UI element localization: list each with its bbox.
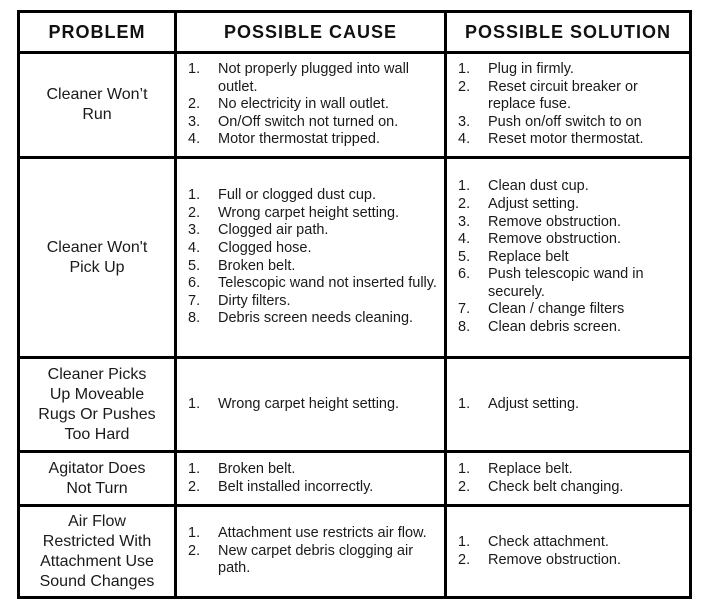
item-number: 4. — [188, 131, 201, 148]
item-number: 4. — [458, 131, 471, 148]
item-text: Adjust setting. — [488, 395, 580, 412]
item-number: 1. — [188, 61, 201, 78]
cause-cell — [176, 358, 446, 452]
solution-list-item — [458, 301, 683, 319]
item-text: New carpet debris clogging air path. — [218, 542, 414, 577]
cause-list-item — [188, 525, 438, 543]
troubleshooting-table — [17, 10, 689, 595]
solution-list-item — [458, 178, 683, 196]
cause-cell — [176, 506, 446, 598]
solution-cell — [446, 53, 691, 158]
item-number: 5. — [458, 248, 471, 265]
item-number: 1. — [458, 533, 471, 550]
cause-list-item — [188, 258, 438, 276]
item-number: 1. — [188, 525, 201, 542]
item-text: Broken belt. — [218, 257, 296, 274]
item-number: 3. — [188, 113, 201, 130]
item-text: Debris screen needs cleaning. — [218, 310, 414, 327]
cause-list-item — [188, 275, 438, 293]
problem-text: Cleaner Won't — [46, 238, 148, 256]
item-number: 2. — [188, 478, 201, 495]
item-text: Clogged air path. — [218, 222, 329, 239]
solution-list-item — [458, 534, 683, 552]
cause-list-item — [188, 461, 438, 479]
solution-list-item — [458, 396, 683, 414]
solution-list-item — [458, 114, 683, 132]
problem-cell — [19, 506, 176, 598]
solution-list-item — [458, 249, 683, 267]
cause-cell — [176, 452, 446, 506]
item-number: 1. — [188, 187, 201, 204]
cause-list-item — [188, 205, 438, 223]
header-possible-solution: POSSIBLE SOLUTION — [446, 12, 691, 53]
problem-cell — [19, 158, 176, 358]
cause-list-item — [188, 61, 438, 96]
item-number: 5. — [188, 257, 201, 274]
item-text: Check belt changing. — [488, 478, 624, 495]
cause-list-item — [188, 114, 438, 132]
item-number: 2. — [188, 542, 201, 559]
cause-list-item — [188, 479, 438, 497]
item-number: 6. — [458, 266, 471, 283]
item-text: Full or clogged dust cup. — [218, 187, 376, 204]
cause-list-item — [188, 310, 438, 328]
table-row — [19, 358, 691, 452]
item-number: 1. — [458, 460, 471, 477]
item-text: Motor thermostat tripped. — [218, 131, 380, 148]
item-text: Replace belt. — [488, 460, 573, 477]
solution-list-item — [458, 79, 683, 114]
solution-list-item — [458, 231, 683, 249]
header-row — [19, 12, 691, 53]
item-text: Remove obstruction. — [488, 551, 621, 568]
item-text: Remove obstruction. — [488, 231, 621, 248]
item-number: 2. — [188, 96, 201, 113]
cause-list-item — [188, 543, 438, 578]
cause-cell — [176, 158, 446, 358]
cause-list-item — [188, 293, 438, 311]
item-text: Reset motor thermostat. — [488, 131, 644, 148]
cause-list-item — [188, 222, 438, 240]
item-text: Reset circuit breaker or replace fuse. — [488, 78, 638, 113]
item-number: 4. — [458, 231, 471, 248]
solution-cell — [446, 506, 691, 598]
item-text: Wrong carpet height setting. — [218, 204, 400, 221]
item-number: 1. — [458, 61, 471, 78]
solution-list-item — [458, 196, 683, 214]
solution-list-item — [458, 61, 683, 79]
item-text: Clean dust cup. — [488, 178, 589, 195]
item-text: Replace belt — [488, 248, 569, 265]
problem-text: Run — [82, 106, 112, 123]
item-number: 2. — [458, 478, 471, 495]
solution-cell — [446, 358, 691, 452]
problem-text: Air Flow — [68, 512, 126, 530]
item-number: 1. — [188, 395, 201, 412]
problem-text: Cleaner Picks — [47, 365, 147, 383]
item-number: 1. — [458, 395, 471, 412]
item-text: Plug in firmly. — [488, 61, 574, 78]
problem-text: Attachment Use — [40, 552, 154, 570]
item-text: Check attachment. — [488, 533, 609, 550]
item-number: 3. — [458, 213, 471, 230]
item-text: Wrong carpet height setting. — [218, 395, 400, 412]
item-text: Push telescopic wand in securely. — [488, 266, 644, 300]
item-text: Belt installed incorrectly. — [218, 478, 374, 495]
item-text: Attachment use restricts air flow. — [218, 525, 427, 542]
problem-text: Not Turn — [66, 479, 128, 497]
item-text: Clean / change filters — [488, 301, 625, 318]
solution-list-item — [458, 552, 683, 570]
item-text: Clogged hose. — [218, 239, 312, 256]
item-number: 8. — [458, 319, 471, 336]
problem-text: Pick Up — [69, 258, 125, 276]
problem-text: Rugs Or Pushes — [38, 405, 156, 423]
solution-cell — [446, 452, 691, 506]
item-number: 2. — [458, 551, 471, 568]
table-row — [19, 506, 691, 598]
item-text: Remove obstruction. — [488, 213, 621, 230]
item-text: On/Off switch not turned on. — [218, 113, 399, 130]
cause-list-item — [188, 396, 438, 414]
header-possible-cause: POSSIBLE CAUSE — [176, 12, 446, 53]
cause-cell — [176, 53, 446, 158]
item-number: 6. — [188, 275, 201, 292]
solution-list-item — [458, 479, 683, 497]
solution-list-item — [458, 131, 683, 149]
item-text: Push on/off switch to on — [488, 113, 642, 130]
cause-list-item — [188, 187, 438, 205]
solution-list-item — [458, 266, 683, 301]
solution-cell — [446, 158, 691, 358]
problem-text: Too Hard — [64, 425, 130, 443]
problem-text: Restricted With — [42, 532, 152, 550]
problem-text: Sound Changes — [39, 572, 155, 590]
problem-cell — [19, 358, 176, 452]
table-row — [19, 53, 691, 158]
item-number: 8. — [188, 310, 201, 327]
solution-list-item — [458, 461, 683, 479]
problem-text: Agitator Does — [48, 459, 146, 477]
cause-list-item — [188, 240, 438, 258]
item-number: 7. — [188, 292, 201, 309]
item-number: 2. — [458, 195, 471, 212]
solution-list-item — [458, 319, 683, 337]
item-number: 2. — [188, 204, 201, 221]
problem-text: Cleaner Won’t — [46, 86, 148, 103]
item-number: 7. — [458, 301, 471, 318]
header-problem: PROBLEM — [19, 12, 176, 53]
item-text: Dirty filters. — [218, 292, 291, 309]
item-number: 3. — [458, 113, 471, 130]
item-text: Not properly plugged into wall outlet. — [218, 61, 410, 95]
item-text: No electricity in wall outlet. — [218, 96, 389, 113]
cause-list-item — [188, 96, 438, 114]
item-number: 3. — [188, 222, 201, 239]
item-text: Broken belt. — [218, 460, 296, 477]
item-number: 2. — [458, 78, 471, 95]
table-row — [19, 158, 691, 358]
item-number: 1. — [458, 178, 471, 195]
problem-cell — [19, 53, 176, 158]
item-number: 1. — [188, 460, 201, 477]
item-text: Adjust setting. — [488, 195, 580, 212]
item-text: Telescopic wand not inserted fully. — [218, 275, 437, 292]
problem-text: Up Moveable — [49, 385, 145, 403]
problem-cell — [19, 452, 176, 506]
table-row — [19, 452, 691, 506]
solution-list-item — [458, 214, 683, 232]
item-text: Clean debris screen. — [488, 319, 621, 336]
item-number: 4. — [188, 239, 201, 256]
cause-list-item — [188, 131, 438, 149]
